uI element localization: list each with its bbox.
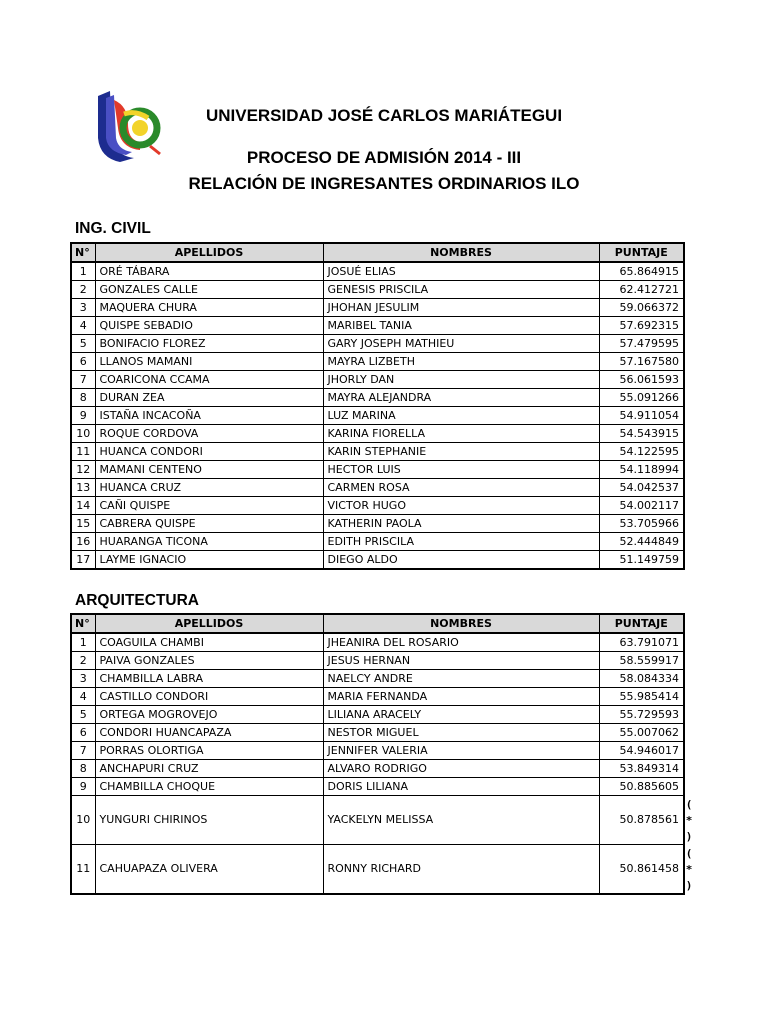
row-number: 7 [71, 371, 95, 389]
table-header-row [71, 614, 684, 633]
table-row [71, 551, 684, 570]
header-score: PUNTAJE [599, 614, 684, 633]
row-names: LUZ MARINA [323, 407, 599, 425]
table-row [71, 371, 684, 389]
row-number: 9 [71, 778, 95, 796]
row-number: 8 [71, 760, 95, 778]
table-row [71, 335, 684, 353]
row-score: 58.559917 [599, 652, 684, 670]
civil-table-body [71, 262, 684, 569]
row-surnames: COARICONA CCAMA [95, 371, 323, 389]
row-names: NESTOR MIGUEL [323, 724, 599, 742]
row-surnames: LLANOS MAMANI [95, 353, 323, 371]
row-number: 1 [71, 262, 95, 281]
row-number: 5 [71, 335, 95, 353]
row-names: CARMEN ROSA [323, 479, 599, 497]
table-row [71, 407, 684, 425]
row-number: 11 [71, 443, 95, 461]
row-number: 4 [71, 317, 95, 335]
row-number: 13 [71, 479, 95, 497]
row-names: MARIBEL TANIA [323, 317, 599, 335]
row-number: 12 [71, 461, 95, 479]
row-score: 62.412721 [599, 281, 684, 299]
row-surnames: COAGUILA CHAMBI [95, 633, 323, 652]
row-score: 65.864915 [599, 262, 684, 281]
row-surnames: HUARANGA TICONA [95, 533, 323, 551]
row-score: 53.705966 [599, 515, 684, 533]
architecture-table [70, 613, 685, 895]
table-row [71, 479, 684, 497]
row-names: YACKELYN MELISSA [323, 796, 599, 845]
row-surnames: BONIFACIO FLOREZ [95, 335, 323, 353]
row-surnames: ROQUE CORDOVA [95, 425, 323, 443]
header-names: NOMBRES [323, 243, 599, 262]
table-row [71, 742, 684, 760]
row-surnames: CABRERA QUISPE [95, 515, 323, 533]
row-surnames: ORTEGA MOGROVEJO [95, 706, 323, 724]
table-row [71, 670, 684, 688]
table-row [71, 443, 684, 461]
row-names: LILIANA ARACELY [323, 706, 599, 724]
row-surnames: CAÑI QUISPE [95, 497, 323, 515]
row-score: 59.066372 [599, 299, 684, 317]
row-surnames: ORÉ TÁBARA [95, 262, 323, 281]
header-n: N° [71, 614, 95, 633]
row-names: DIEGO ALDO [323, 551, 599, 570]
row-surnames: CASTILLO CONDORI [95, 688, 323, 706]
row-score: 54.122595 [599, 443, 684, 461]
row-score: 55.091266 [599, 389, 684, 407]
row-score: 54.002117 [599, 497, 684, 515]
row-surnames: QUISPE SEBADIO [95, 317, 323, 335]
table-row [71, 724, 684, 742]
table-row [71, 299, 684, 317]
row-names: EDITH PRISCILA [323, 533, 599, 551]
row-names: GARY JOSEPH MATHIEU [323, 335, 599, 353]
row-names: KARIN STEPHANIE [323, 443, 599, 461]
row-number: 15 [71, 515, 95, 533]
row-surnames: ANCHAPURI CRUZ [95, 760, 323, 778]
header-names: NOMBRES [323, 614, 599, 633]
row-names: KARINA FIORELLA [323, 425, 599, 443]
row-names: HECTOR LUIS [323, 461, 599, 479]
row-names: MAYRA ALEJANDRA [323, 389, 599, 407]
row-number: 5 [71, 706, 95, 724]
row-score: 57.167580 [599, 353, 684, 371]
table-row [71, 533, 684, 551]
row-names: JOSUÉ ELIAS [323, 262, 599, 281]
row-number: 2 [71, 652, 95, 670]
row-number: 7 [71, 742, 95, 760]
row-number: 17 [71, 551, 95, 570]
row-surnames: ISTAÑA INCACOÑA [95, 407, 323, 425]
row-score: 52.444849 [599, 533, 684, 551]
row-surnames: CAHUAPAZA OLIVERA [95, 845, 323, 895]
row-surnames: MAQUERA CHURA [95, 299, 323, 317]
row-names: VICTOR HUGO [323, 497, 599, 515]
row-names: KATHERIN PAOLA [323, 515, 599, 533]
row-number: 6 [71, 353, 95, 371]
table-row [71, 706, 684, 724]
admitted-list-title: RELACIÓN DE INGRESANTES ORDINARIOS ILO [188, 174, 580, 193]
footnote-mark: ( * ) [685, 847, 693, 892]
civil-table [70, 242, 685, 570]
section-title-architecture: ARQUITECTURA [75, 592, 199, 609]
header-score: PUNTAJE [599, 243, 684, 262]
table-row [71, 353, 684, 371]
table-row [71, 633, 684, 652]
table-row [71, 760, 684, 778]
row-number: 9 [71, 407, 95, 425]
table-row [71, 425, 684, 443]
section-title-civil: ING. CIVIL [75, 220, 151, 237]
row-surnames: CONDORI HUANCAPAZA [95, 724, 323, 742]
row-score: 54.946017 [599, 742, 684, 760]
row-number: 3 [71, 670, 95, 688]
table-row [71, 778, 684, 796]
row-surnames: GONZALES CALLE [95, 281, 323, 299]
row-number: 3 [71, 299, 95, 317]
row-number: 10 [71, 425, 95, 443]
row-score: 50.861458 [599, 845, 684, 895]
row-surnames: MAMANI CENTENO [95, 461, 323, 479]
row-names: RONNY RICHARD [323, 845, 599, 895]
row-names: MAYRA LIZBETH [323, 353, 599, 371]
header-surnames: APELLIDOS [95, 614, 323, 633]
row-names: JHORLY DAN [323, 371, 599, 389]
table-row [71, 497, 684, 515]
row-number: 16 [71, 533, 95, 551]
row-score: 63.791071 [599, 633, 684, 652]
header-surnames: APELLIDOS [95, 243, 323, 262]
row-score: 55.007062 [599, 724, 684, 742]
row-names: NAELCY ANDRE [323, 670, 599, 688]
table-row [71, 262, 684, 281]
table-row [71, 845, 684, 895]
row-surnames: YUNGURI CHIRINOS [95, 796, 323, 845]
row-score: 55.729593 [599, 706, 684, 724]
admission-process-title: PROCESO DE ADMISIÓN 2014 - III [246, 148, 522, 167]
row-number: 2 [71, 281, 95, 299]
row-score: 56.061593 [599, 371, 684, 389]
table-row [71, 317, 684, 335]
row-number: 6 [71, 724, 95, 742]
row-surnames: HUANCA CRUZ [95, 479, 323, 497]
row-score: 55.985414 [599, 688, 684, 706]
row-names: JHEANIRA DEL ROSARIO [323, 633, 599, 652]
row-score: 50.878561 [599, 796, 684, 845]
table-row [71, 688, 684, 706]
table-row [71, 281, 684, 299]
table-row [71, 389, 684, 407]
table-row [71, 796, 684, 845]
row-names: JHOHAN JESULIM [323, 299, 599, 317]
row-number: 1 [71, 633, 95, 652]
row-surnames: PAIVA GONZALES [95, 652, 323, 670]
row-score: 54.911054 [599, 407, 684, 425]
row-names: MARIA FERNANDA [323, 688, 599, 706]
row-score: 54.118994 [599, 461, 684, 479]
row-number: 8 [71, 389, 95, 407]
row-surnames: HUANCA CONDORI [95, 443, 323, 461]
row-names: DORIS LILIANA [323, 778, 599, 796]
row-score: 57.479595 [599, 335, 684, 353]
table-row [71, 515, 684, 533]
table-header-row [71, 243, 684, 262]
row-names: JESUS HERNAN [323, 652, 599, 670]
table-row [71, 461, 684, 479]
row-surnames: LAYME IGNACIO [95, 551, 323, 570]
row-score: 54.042537 [599, 479, 684, 497]
row-surnames: PORRAS OLORTIGA [95, 742, 323, 760]
row-score: 54.543915 [599, 425, 684, 443]
university-name: UNIVERSIDAD JOSÉ CARLOS MARIÁTEGUI [205, 106, 563, 125]
row-number: 11 [71, 845, 95, 895]
row-score: 53.849314 [599, 760, 684, 778]
row-number: 4 [71, 688, 95, 706]
row-surnames: DURAN ZEA [95, 389, 323, 407]
row-names: JENNIFER VALERIA [323, 742, 599, 760]
row-surnames: CHAMBILLA CHOQUE [95, 778, 323, 796]
row-names: GENESIS PRISCILA [323, 281, 599, 299]
row-number: 14 [71, 497, 95, 515]
row-surnames: CHAMBILLA LABRA [95, 670, 323, 688]
footnote-mark: ( * ) [685, 798, 693, 843]
row-score: 51.149759 [599, 551, 684, 570]
row-number: 10 [71, 796, 95, 845]
row-names: ALVARO RODRIGO [323, 760, 599, 778]
architecture-table-body [71, 633, 684, 894]
table-row [71, 652, 684, 670]
row-score: 50.885605 [599, 778, 684, 796]
row-score: 57.692315 [599, 317, 684, 335]
row-score: 58.084334 [599, 670, 684, 688]
header-n: N° [71, 243, 95, 262]
